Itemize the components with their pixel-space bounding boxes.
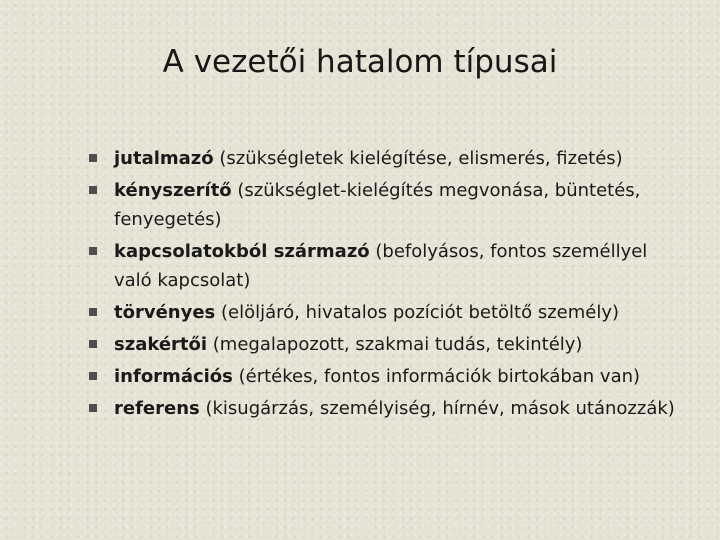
square-bullet-icon — [89, 340, 97, 348]
list-item — [86, 362, 686, 391]
item-description: (értékes, fontos információk birtokában van) — [232, 366, 641, 387]
list-item — [86, 330, 686, 359]
square-bullet-icon — [89, 186, 97, 194]
list-item — [86, 394, 686, 423]
item-term: törvényes — [114, 302, 216, 323]
item-description: (befolyásos, fontos személlyel való kapcsolat) — [114, 241, 648, 291]
page-title: A vezetői hatalom típusai — [162, 44, 558, 80]
square-bullet-icon — [89, 404, 97, 412]
list-item — [86, 237, 686, 295]
item-description: (kisugárzás, személyiség, hírnév, mások utánozzák) — [199, 398, 675, 419]
item-description: (megalapozott, szakmai tudás, tekintély) — [207, 334, 583, 355]
item-term: információs — [114, 366, 233, 387]
list-item — [86, 298, 686, 327]
item-term: szakértői — [114, 334, 208, 355]
item-description: (szükséglet-kielégítés megvonása, büntetés, fenyegetés) — [114, 180, 641, 230]
item-term: kényszerítő — [114, 180, 232, 201]
item-description: (elöljáró, hivatalos pozíciót betöltő személy) — [215, 302, 620, 323]
list-item — [86, 144, 686, 173]
square-bullet-icon — [89, 247, 97, 255]
item-term: jutalmazó — [114, 148, 214, 169]
item-term: kapcsolatokból származó — [114, 241, 370, 262]
square-bullet-icon — [89, 372, 97, 380]
square-bullet-icon — [89, 154, 97, 162]
list-item — [86, 176, 686, 234]
bullet-list — [86, 144, 686, 426]
item-description: (szükségletek kielégítése, elismerés, fizetés) — [213, 148, 623, 169]
item-term: referens — [114, 398, 200, 419]
square-bullet-icon — [89, 308, 97, 316]
